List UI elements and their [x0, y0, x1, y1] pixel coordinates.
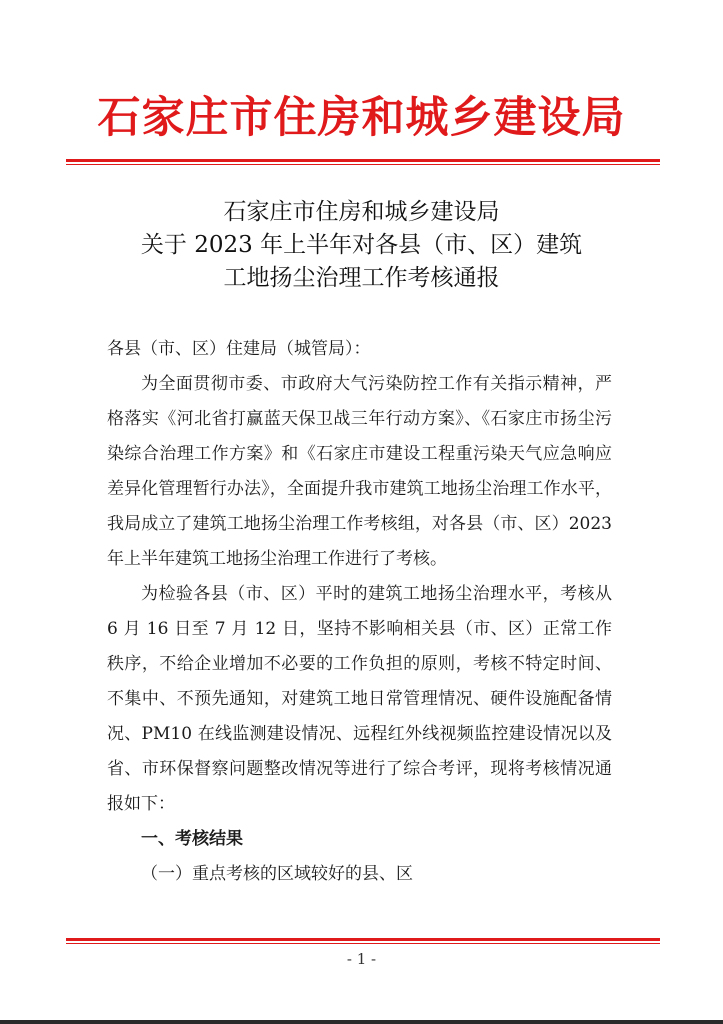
body-paragraph-2: 为检验各县（市、区）平时的建筑工地扬尘治理水平，考核从 6 月 16 日至 7 月 12 日，坚持不影响相关县（市、区）正常工作秩序，不给企业增加不必要的工作负担的原则，考核不特定时间、不集中、不预先通知，对建筑工地日常管理情况、硬件设施配备情况、PM10 在线监测建设情况、远程红外线视频监控建设情况以及省、市环保督察问题整改情况等进行了综合考评，现将考核情况通报如下：: [107, 584, 612, 814]
body-paragraph-1: 为全面贯彻市委、市政府大气污染防控工作有关指示精神，严格落实《河北省打赢蓝天保卫战三年行动方案》、《石家庄市扬尘污染综合治理工作方案》和《石家庄市建设工程重污染天气应急响应差异化管理暂行办法》，全面提升我市建筑工地扬尘治理工作水平，我局成立了建筑工地扬尘治理工作考核组，对各县（市、区）2023 年上半年建筑工地扬尘治理工作进行了考核。: [107, 374, 612, 569]
masthead-org-name: 石家庄市住房和城乡建设局: [97, 93, 626, 143]
footer-divider-thin: [66, 943, 660, 944]
document-title-line3: 工地扬尘治理工作考核通报: [223, 265, 500, 291]
document-body: [107, 332, 612, 892]
section-heading-1: 一、考核结果: [141, 829, 243, 849]
footer-divider-thick: [66, 938, 660, 941]
salutation: 各县（市、区）住建局（城管局）：: [107, 339, 371, 359]
masthead-divider-thin: [66, 164, 660, 165]
viewer-bottom-edge: [0, 1020, 723, 1024]
masthead-divider-thick: [66, 159, 660, 162]
subsection-heading-1: （一）重点考核的区域较好的县、区: [141, 864, 413, 884]
document-title-line1: 石家庄市住房和城乡建设局: [223, 199, 500, 225]
page-number: - 1 -: [346, 950, 377, 968]
document-title-line2: 关于 2023 年上半年对各县（市、区）建筑: [140, 232, 583, 258]
